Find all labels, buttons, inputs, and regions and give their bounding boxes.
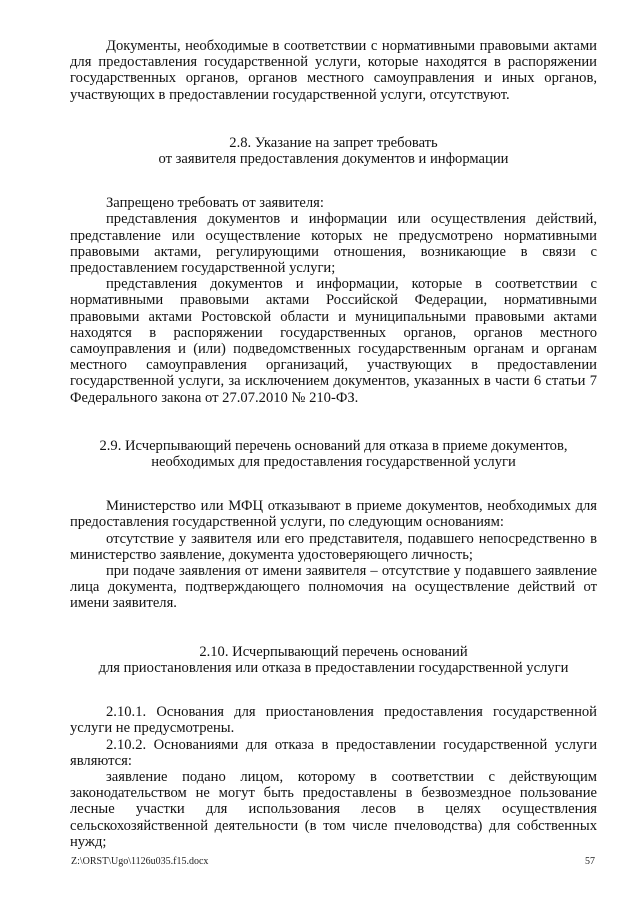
section-2-8-heading-line2: от заявителя предоставления документов и информации	[158, 151, 509, 168]
section-2-9-heading-line2: необходимых для предоставления государственной услуги	[151, 454, 516, 471]
section-2-8-item-2: представления документов и информации, которые в соответствии с нормативными правовыми актами Российской Федерации, нормативными правовыми актами Ростовской области и муниципальными правовыми актами находятся в распоряжении государственных органов, органов местного самоуправления и (или) подведомственных государственным органам и органам местного самоуправления организаций, участвующих в предоставлении государственной услуги, за исключением документов, указанных в части 6 статьи 7 Федерального закона от 27.07.2010 № 210-ФЗ.	[70, 276, 597, 406]
section-2-10-paragraph-2: 2.10.2. Основаниями для отказа в предоставлении государственной услуги являются:	[70, 736, 597, 769]
section-2-10-paragraph-1: 2.10.1. Основания для приостановления предоставления государственной услуги не предусмотрены.	[70, 704, 597, 737]
section-2-9-paragraph-1: Министерство или МФЦ отказывают в приеме документов, необходимых для предоставления государственной услуги, по следующим основаниям:	[70, 498, 597, 531]
section-2-10-heading-line1: 2.10. Исчерпывающий перечень оснований	[199, 643, 468, 660]
footer-file-path: Z:\ORST\Ugo\1126u035.f15.docx	[71, 856, 209, 867]
section-2-9-paragraph-2: отсутствие у заявителя или его представителя, подавшего непосредственно в министерство заявление, документа удостоверяющего личность;	[70, 530, 597, 563]
section-2-9-paragraph-3: при подаче заявления от имени заявителя – отсутствие у подавшего заявление лица документа, подтверждающего полномочия на осуществление действий от имени заявителя.	[70, 563, 597, 612]
intro-paragraph: Документы, необходимые в соответствии с нормативными правовыми актами для предоставления государственной услуги, которые находятся в распоряжении государственных органов, органов местного самоуправления и иных органов, участвующих в предоставлении государственной услуги, отсутствуют.	[70, 38, 597, 103]
document-body	[70, 38, 597, 850]
section-2-8-lead: Запрещено требовать от заявителя:	[106, 195, 324, 212]
page-number: 57	[585, 856, 595, 867]
section-2-10-paragraph-3: заявление подано лицом, которому в соответствии с действующим законодательством не могут быть предоставлены в безвозмездное пользование лесные участки для использования лесов в целях осуществления сельскохозяйственной деятельности (в том числе пчеловодства) для собственных нужд;	[70, 768, 597, 850]
section-2-8-heading-line1: 2.8. Указание на запрет требовать	[229, 134, 438, 151]
section-2-8-item-1: представления документов и информации или осуществления действий, представление или осуществление которых не предусмотрено нормативными правовыми актами, регулирующими отношения, возникающие в связи с предоставлением государственной услуги;	[70, 211, 597, 277]
section-2-9-heading-line1: 2.9. Исчерпывающий перечень оснований для отказа в приеме документов,	[99, 437, 568, 454]
section-2-10-heading-line2: для приостановления или отказа в предоставлении государственной услуги	[98, 659, 569, 676]
